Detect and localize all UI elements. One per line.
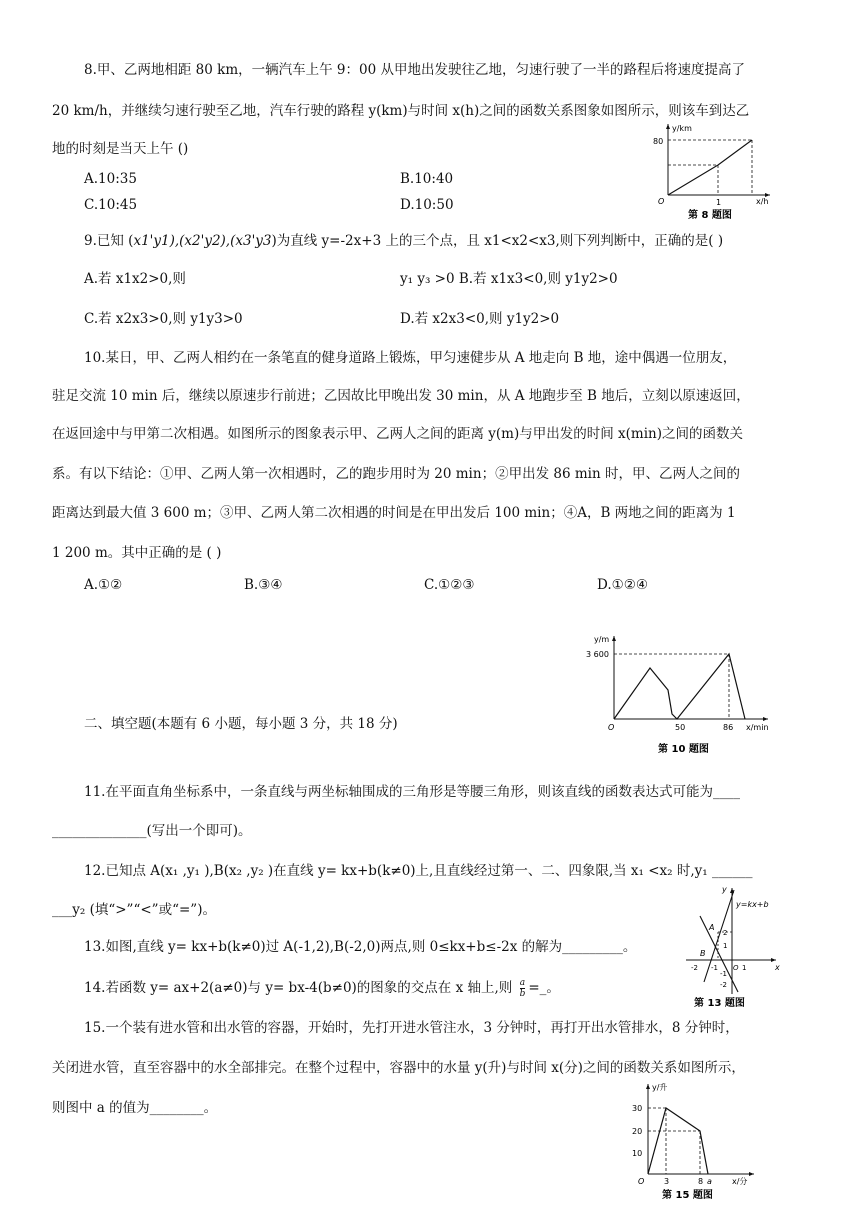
q10-line3: 在返回途中与甲第二次相遇。如图所示的图象表示甲、乙两人之间的距离 y(m)与甲出发的时间 x(min)之间的函数关	[52, 426, 744, 442]
q15-fig-caption: 第 15 题图	[662, 1190, 713, 1201]
q13-fig-line-label: y=kx+b	[736, 900, 769, 909]
q8-line2: 20 km/h，并继续匀速行驶至乙地，汽车行驶的路程 y(km)与时间 x(h)之间的函数关系图象如图所示，则该车到达乙	[52, 103, 750, 119]
q13-fig-point-b: B	[700, 949, 706, 958]
q11-line1: 11.在平面直角坐标系中，一条直线与两坐标轴围成的三角形是等腰三角形，则该直线的函数表达式可能为____	[84, 784, 740, 800]
q15-fig-xtick-a: a	[707, 1177, 712, 1186]
q15-fig-ytick-30: 30	[632, 1104, 643, 1113]
q8-fig-ylabel: y/km	[672, 124, 692, 133]
q10-line5: 距离达到最大值 3 600 m；③甲、乙两人第二次相遇的时间是在甲出发后 100 min；④A，B 两地之间的距离为 1	[52, 505, 736, 521]
q8-fig-xlabel: x/h	[756, 197, 769, 206]
q13-line: 13.如图,直线 y= kx+b(k≠0)过 A(-1,2),B(-2,0)两点,则 0≤kx+b≤-2x 的解为_________。	[84, 939, 637, 955]
q10-fig-origin: O	[608, 723, 615, 732]
q10-figure	[582, 630, 774, 758]
q13-fig-tick-neg1y: -1	[720, 970, 727, 978]
q15-fig-xtick-8: 8	[698, 1177, 704, 1186]
q9-points: x1'y1),(x2'y2),(x3'y3	[133, 233, 272, 249]
q13-fig-point-a: A	[709, 923, 715, 932]
q14-fraction	[520, 978, 526, 999]
q10-fig-xtick-86: 86	[723, 723, 734, 732]
q8-fig-caption: 第 8 题图	[688, 210, 732, 221]
q9-option-d: D.若 x2x3<0,则 y1y2>0	[400, 311, 560, 327]
q8-figure	[646, 120, 776, 224]
q8-option-b: B.10:40	[400, 171, 454, 187]
q9-option-a-b: y₁ y₃ >0 B.若 x1x3<0,则 y1y2>0	[400, 271, 618, 287]
q10-line6: 1 200 m。其中正确的是 ( )	[52, 545, 222, 561]
section-2-heading: 二、填空题(本题有 6 小题，每小题 3 分，共 18 分)	[84, 716, 398, 732]
q15-fig-ytick-20: 20	[632, 1127, 643, 1136]
q10-line4: 系。有以下结论：①甲、乙两人第一次相遇时，乙的跑步用时为 20 min；②甲出发 86 min 时，甲、乙两人之间的	[52, 466, 740, 482]
q13-fig-tick-neg2x: -2	[691, 964, 698, 972]
q13-fig-yaxis: y	[722, 885, 727, 894]
q15-line1: 15.一个装有进水管和出水管的容器，开始时，先打开进水管注水，3 分钟时，再打开出水管排水，8 分钟时，	[84, 1020, 739, 1036]
q15-fig-ytick-10: 10	[632, 1149, 643, 1158]
q8-fig-ytick: 80	[653, 137, 664, 146]
q13-fig-origin: O	[733, 964, 739, 972]
q15-fig-origin: O	[638, 1177, 645, 1186]
q15-figure	[624, 1080, 762, 1204]
q8-fig-origin: O	[658, 197, 665, 206]
q13-fig-caption: 第 13 题图	[694, 998, 745, 1009]
q10-option-a: A.①②	[84, 577, 123, 593]
q10-option-d: D.①②④	[597, 577, 648, 593]
q8-line1: 8.甲、乙两地相距 80 km，一辆汽车上午 9：00 从甲地出发驶往乙地，匀速行驶了一半的路程后将速度提高了	[84, 62, 745, 78]
q10-option-c: C.①②③	[424, 577, 475, 593]
q9-suffix: )为直线 y=-2x+3 上的三个点，且 x1<x2<x3,则下列判断中，正确的是( )	[271, 233, 724, 249]
q9-option-c: C.若 x2x3>0,则 y1y3>0	[84, 311, 243, 327]
q8-fig-xtick: 1	[716, 198, 722, 207]
q11-line2: ______________(写出一个即可)。	[52, 823, 252, 839]
q9-option-a: A.若 x1x2>0,则	[84, 271, 186, 287]
q10-fig-caption: 第 10 题图	[658, 744, 709, 755]
q8-option-d: D.10:50	[400, 197, 454, 213]
q13-fig-tick-neg1x: -1	[711, 964, 718, 972]
q14-suffix: =_。	[528, 980, 560, 996]
q9-stem	[84, 229, 723, 249]
q10-fig-xlabel: x/min	[746, 723, 769, 732]
q10-fig-ylabel: y/m	[594, 635, 610, 644]
q14-line	[84, 976, 560, 999]
q14-prefix: 14.若函数 y= ax+2(a≠0)与 y= bx-4(b≠0)的图象的交点在 x 轴上,则	[84, 980, 513, 996]
q13-figure	[678, 882, 788, 1010]
q15-line2: 关闭进水管，直至容器中的水全部排完。在整个过程中，容器中的水量 y(升)与时间 x(分)之间的函数关系如图所示，	[52, 1060, 745, 1076]
q15-fig-xtick-3: 3	[664, 1177, 670, 1186]
q13-fig-xaxis: x	[775, 963, 780, 972]
q13-fig-tick-1: 1	[723, 942, 728, 950]
q15-fig-ylabel: y/升	[652, 1083, 668, 1092]
q15-line3: 则图中 a 的值为________。	[52, 1100, 218, 1116]
q12-line2: ___y₂ (填“>”“<”或“=”)。	[52, 902, 216, 918]
q13-fig-tick-neg2y: -2	[720, 981, 727, 989]
q10-line2: 驻足交流 10 min 后，继续以原速步行前进；乙因故比甲晚出发 30 min，从 A 地跑步至 B 地后，立刻以原速返回，	[52, 388, 750, 404]
q10-fig-xtick-50: 50	[675, 723, 686, 732]
q14-frac-den: b	[519, 989, 526, 999]
q9-prefix: 9.已知 (	[84, 233, 134, 249]
q10-option-b: B.③④	[244, 577, 283, 593]
q13-fig-tick-2: 2	[723, 929, 728, 937]
q8-option-a: A.10:35	[84, 171, 137, 187]
q10-line1: 10.某日，甲、乙两人相约在一条笔直的健身道路上锻炼，甲匀速健步从 A 地走向 B 地，途中偶遇一位朋友，	[84, 350, 737, 366]
q12-line1: 12.已知点 A(x₁ ,y₁ ),B(x₂ ,y₂ )在直线 y= kx+b(k≠0)上,且直线经过第一、二、四象限,当 x₁ <x₂ 时,y₁ ______	[84, 863, 753, 879]
q8-line3: 地的时刻是当天上午 ()	[52, 141, 189, 157]
q13-fig-tick-1x: 1	[742, 964, 747, 972]
q10-fig-ytick: 3 600	[586, 650, 609, 659]
q8-option-c: C.10:45	[84, 197, 138, 213]
q15-fig-xlabel: x/分	[732, 1177, 748, 1186]
q14-frac-num: a	[519, 978, 526, 988]
